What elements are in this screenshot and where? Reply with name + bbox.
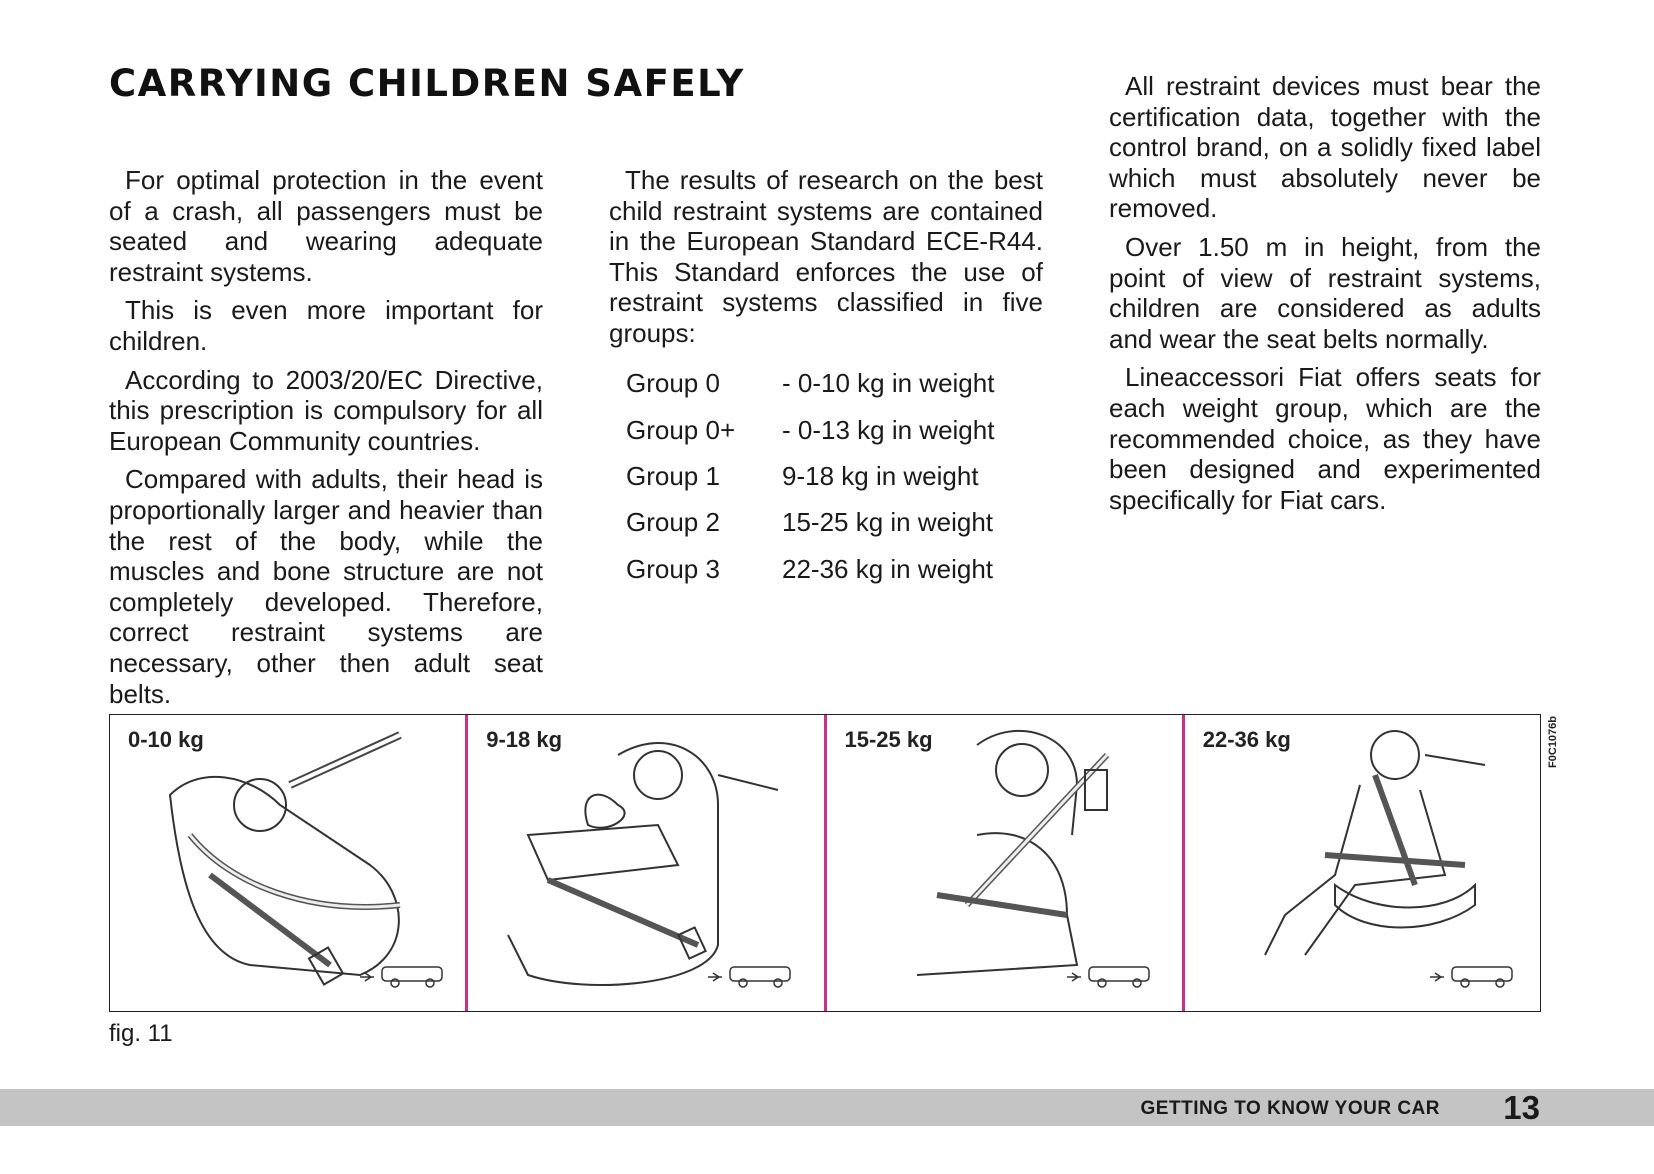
group-weight: 22-36 kg in weight	[782, 553, 994, 584]
column-middle	[609, 165, 1043, 592]
panel-label: 15-25 kg	[844, 727, 933, 752]
group-list	[609, 361, 1043, 592]
column-right	[1109, 71, 1541, 523]
group-weight: 15-25 kg in weight	[782, 507, 994, 538]
group-row	[609, 546, 1043, 592]
page-footer	[0, 1089, 1654, 1126]
paragraph: Over 1.50 m in height, from the point of view of restraint systems, children are considered as adults and wear the seat belts normally.	[1109, 231, 1541, 354]
infant-carrier-illustration	[110, 715, 465, 1011]
panel-label: 0-10 kg	[128, 727, 204, 752]
child-seat-figure	[109, 714, 1541, 1012]
group-name: Group 2	[626, 507, 720, 538]
paragraph: For optimal protection in the event of a crash, all passengers must be seated and wearing adequate restraint systems.	[109, 165, 543, 287]
paragraph: All restraint devices must bear the certification data, together with the control brand, on a solidly fixed label which must absolutely never be removed.	[1109, 71, 1541, 224]
paragraph: According to 2003/20/EC Directive, this prescription is compulsory for all European Community countries.	[109, 364, 543, 456]
group-name: Group 0+	[626, 414, 736, 445]
group-name: Group 3	[626, 553, 720, 584]
column-left	[109, 165, 543, 717]
group-row	[609, 361, 1043, 407]
group-weight: 9-18 kg in weight	[782, 461, 979, 491]
group-row	[609, 499, 1043, 545]
paragraph: Compared with adults, their head is proportionally larger and heavier than the rest of the body, while the muscles and bone structure are not completely developed. Therefore, correct restraint systems are necessary, other then adult seat belts.	[109, 464, 543, 709]
booster-seat-illustration	[827, 715, 1182, 1011]
toddler-seat-illustration	[468, 715, 823, 1011]
group-row	[609, 453, 1043, 499]
paragraph: This is even more important for children.	[109, 295, 543, 356]
group-weight: - 0-13 kg in weight	[782, 414, 995, 445]
page-number: 13	[1503, 1089, 1540, 1126]
figure-panel-0-10kg	[110, 715, 465, 1011]
paragraph: The results of research on the best child restraint systems are contained in the European Standard ECE-R44. This Standard enforces the use of restraint systems classified in five groups:	[609, 165, 1043, 348]
figure-caption: fig. 11	[109, 1020, 173, 1047]
section-title: GETTING TO KNOW YOUR CAR	[1140, 1098, 1440, 1119]
group-weight: - 0-10 kg in weight	[782, 368, 995, 399]
group-row	[609, 407, 1043, 453]
figure-panel-15-25kg	[824, 715, 1182, 1011]
panel-label: 22-36 kg	[1202, 727, 1291, 752]
group-name: Group 1	[626, 461, 720, 491]
figure-panel-22-36kg	[1182, 715, 1540, 1011]
figure-panel-9-18kg	[465, 715, 823, 1011]
booster-cushion-illustration	[1185, 715, 1540, 1011]
panel-label: 9-18 kg	[486, 727, 563, 752]
group-name: Group 0	[626, 368, 720, 399]
paragraph: Lineaccessori Fiat offers seats for each weight group, which are the recommended choice, as they have been designed and experimented specifically for Fiat cars.	[1109, 362, 1541, 515]
page-title: CARRYING CHILDREN SAFELY	[109, 62, 745, 105]
figure-code: F0C1076b	[1547, 716, 1559, 768]
